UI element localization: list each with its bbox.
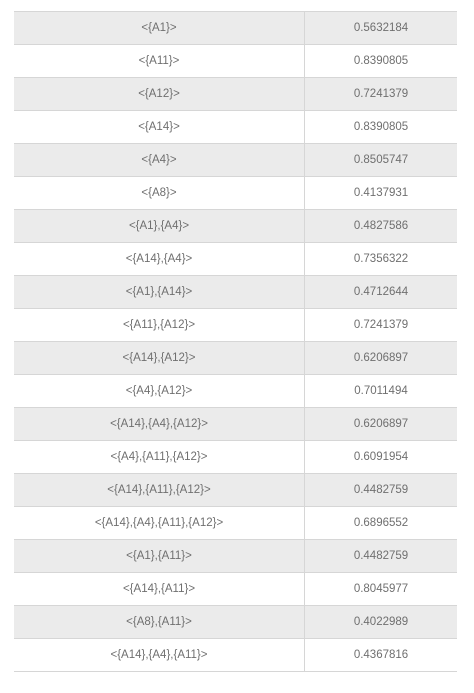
value-cell: 0.6206897 <box>353 352 409 364</box>
value-cell: 0.4482759 <box>353 484 409 496</box>
pattern-cell: <{A1},{A11}> <box>14 540 305 572</box>
table-row <box>14 111 457 144</box>
table-row <box>14 474 457 507</box>
pattern-cell: <{A14},{A4}> <box>14 243 305 275</box>
table-row <box>14 507 457 540</box>
table-row <box>14 144 457 177</box>
table-row <box>14 573 457 606</box>
pattern-cell: <{A14},{A11}> <box>14 573 305 605</box>
value-cell: 0.8505747 <box>353 154 409 166</box>
value-cell: 0.8390805 <box>353 55 409 67</box>
table-row <box>14 45 457 78</box>
pattern-cell: <{A14},{A4},{A11}> <box>14 639 305 671</box>
pattern-cell: <{A14},{A12}> <box>14 342 305 374</box>
pattern-cell: <{A8},{A11}> <box>14 606 305 638</box>
pattern-cell: <{A4},{A11},{A12}> <box>14 441 305 473</box>
value-cell: 0.7241379 <box>353 319 409 331</box>
table-row <box>14 309 457 342</box>
table-row <box>14 243 457 276</box>
value-cell: 0.5632184 <box>353 22 409 34</box>
value-cell: 0.8045977 <box>353 583 409 595</box>
pattern-cell: <{A14},{A4},{A11},{A12}> <box>14 507 305 539</box>
value-cell: 0.6091954 <box>353 451 409 463</box>
table-row <box>14 606 457 639</box>
table-row <box>14 78 457 111</box>
table-row <box>14 12 457 45</box>
table-row <box>14 276 457 309</box>
pattern-cell: <{A8}> <box>14 177 305 209</box>
value-cell: 0.4367816 <box>353 649 409 661</box>
table-row <box>14 408 457 441</box>
table-row <box>14 540 457 573</box>
pattern-cell: <{A1},{A4}> <box>14 210 305 242</box>
value-cell: 0.7356322 <box>353 253 409 265</box>
value-cell: 0.4482759 <box>353 550 409 562</box>
table-row <box>14 342 457 375</box>
table-row <box>14 375 457 408</box>
pattern-cell: <{A11},{A12}> <box>14 309 305 341</box>
value-cell: 0.4712644 <box>353 286 409 298</box>
value-cell: 0.8390805 <box>353 121 409 133</box>
results-table <box>14 11 457 672</box>
pattern-cell: <{A4}> <box>14 144 305 176</box>
value-cell: 0.6896552 <box>353 517 409 529</box>
pattern-cell: <{A12}> <box>14 78 305 110</box>
value-cell: 0.4827586 <box>353 220 409 232</box>
table-row <box>14 177 457 210</box>
pattern-cell: <{A1},{A14}> <box>14 276 305 308</box>
pattern-cell: <{A4},{A12}> <box>14 375 305 407</box>
pattern-cell: <{A1}> <box>14 12 305 44</box>
value-cell: 0.4137931 <box>353 187 409 199</box>
value-cell: 0.7241379 <box>353 88 409 100</box>
value-cell: 0.4022989 <box>353 616 409 628</box>
pattern-cell: <{A11}> <box>14 45 305 77</box>
pattern-cell: <{A14},{A11},{A12}> <box>14 474 305 506</box>
table-row <box>14 639 457 672</box>
pattern-cell: <{A14},{A4},{A12}> <box>14 408 305 440</box>
value-cell: 0.7011494 <box>354 385 408 397</box>
value-cell: 0.6206897 <box>353 418 409 430</box>
table-row <box>14 441 457 474</box>
table-row <box>14 210 457 243</box>
pattern-cell: <{A14}> <box>14 111 305 143</box>
